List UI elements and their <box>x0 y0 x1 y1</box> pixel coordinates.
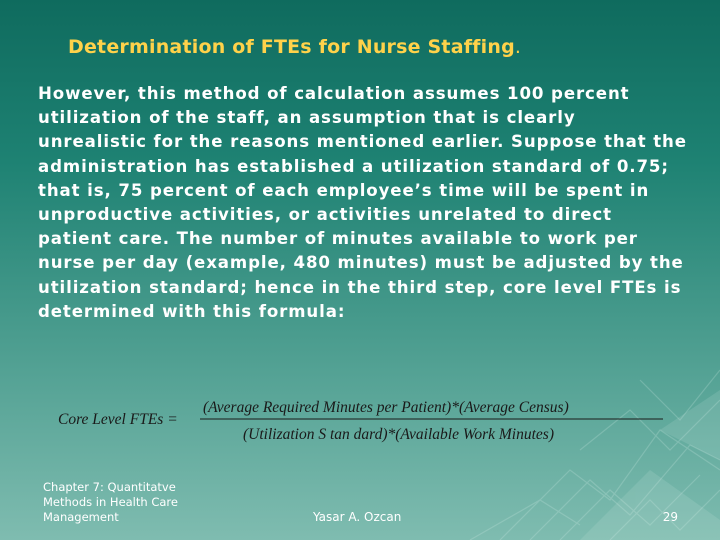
body-paragraph: However, this method of calculation assumes 100 percent utilization of the staff, an assumption that is clearly unrealistic for the reasons mentioned earlier. Suppose that the administration has established a utilization standard of 0.75; that is, 75 percent of each employee’s time will be spent in unproductive activities, or activities unrelated to direct patient care. The number of minutes available to work per nurse per day (example, 480 minutes) must be adjusted by the utilization standard; hence in the third step, core level FTEs is determined with this formula: <box>38 84 687 321</box>
formula-denominator: (Utilization S tan dard)*(Available Work Minutes) <box>243 426 554 443</box>
page-number: 29 <box>662 510 678 524</box>
formula-lhs: Core Level FTEs = <box>58 411 178 428</box>
footer-author: Yasar A. Ozcan <box>313 510 402 524</box>
formula-numerator: (Average Required Minutes per Patient)*(Average Census) <box>203 399 569 416</box>
slide-title-text: Determination of FTEs for Nurse Staffing <box>68 36 515 58</box>
formula <box>50 392 670 450</box>
slide-title <box>68 36 521 58</box>
slide-title-period: . <box>514 36 522 58</box>
footer-chapter: Chapter 7: Quantitatve Methods in Health Care Management <box>43 480 178 524</box>
